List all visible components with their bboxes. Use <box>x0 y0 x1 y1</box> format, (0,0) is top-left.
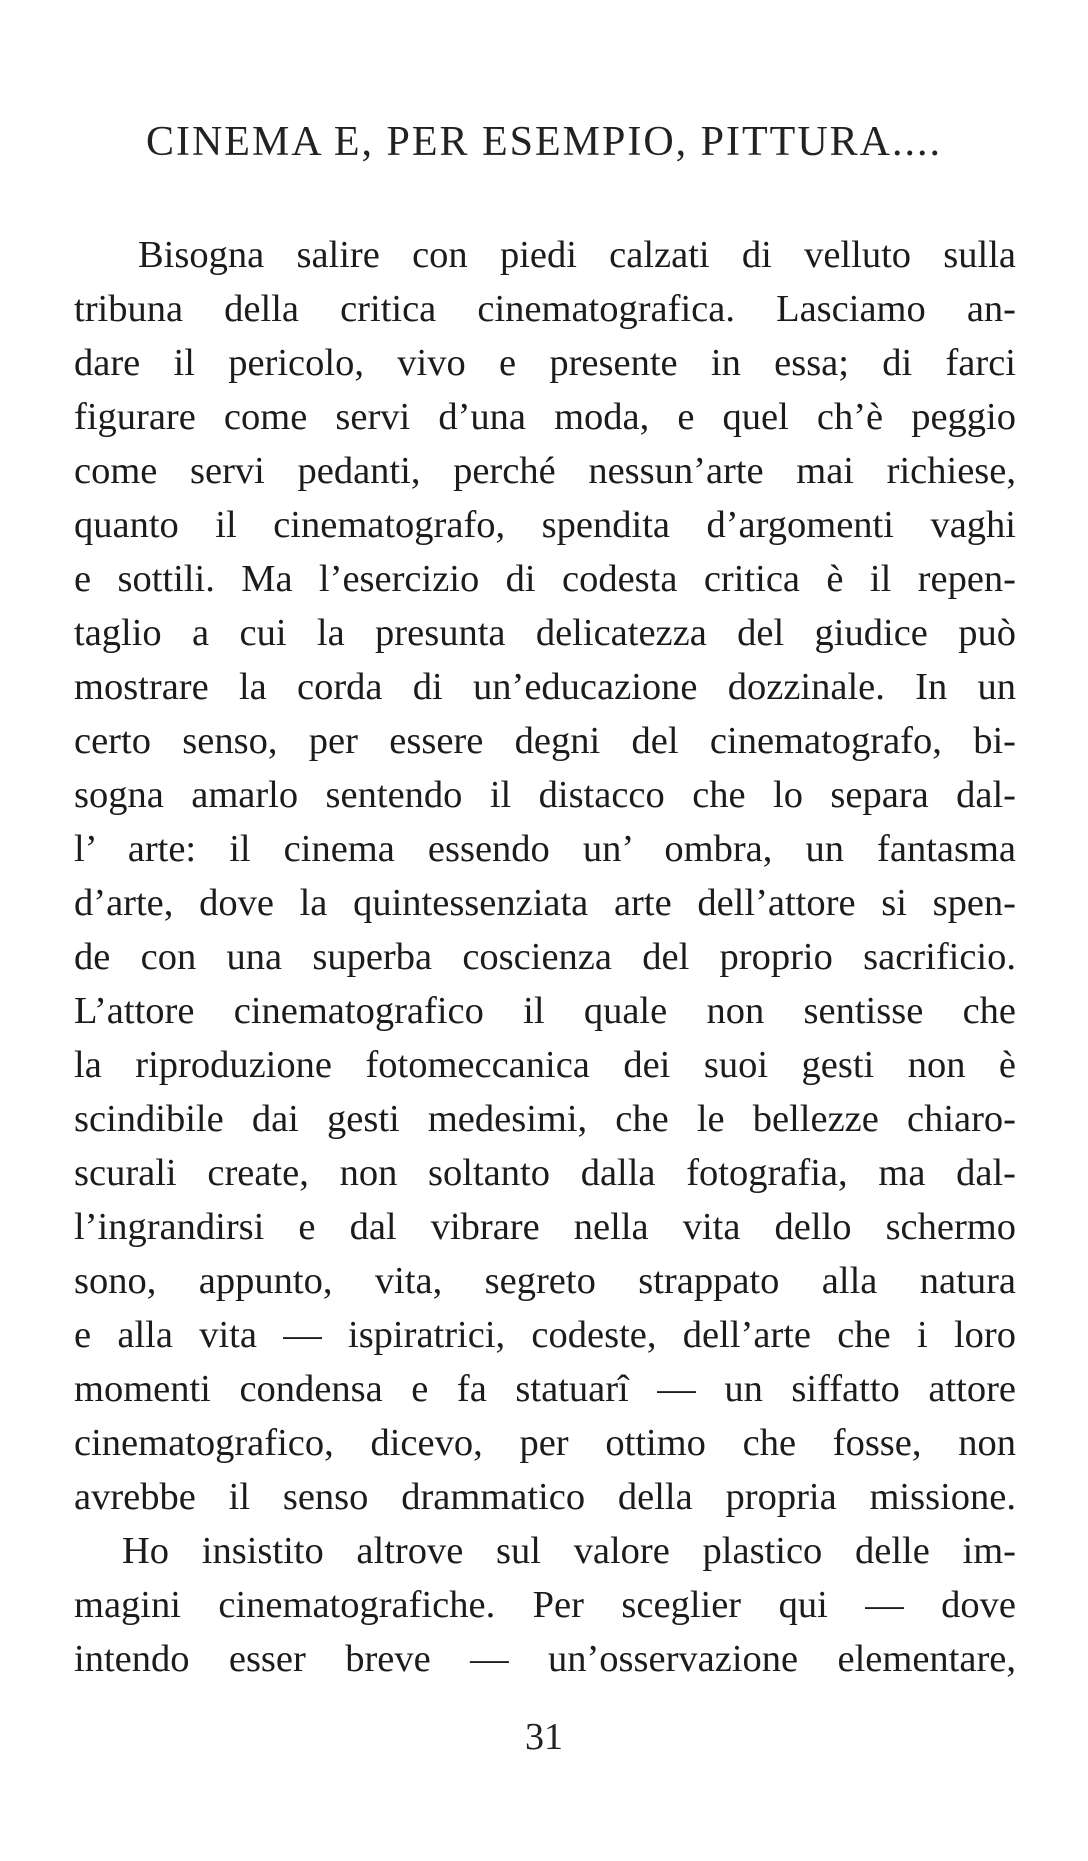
text-line: e alla vita — ispiratrici, codeste, dell’arte che i loro <box>74 1314 1016 1356</box>
text-line: intendo esser breve — un’osservazione elementare, <box>74 1638 1016 1680</box>
text-line: magini cinematografiche. Per sceglier qui — dove <box>74 1584 1016 1626</box>
text-line: scurali create, non soltanto dalla fotografia, ma dal- <box>74 1152 1016 1194</box>
text-line: avrebbe il senso drammatico della propria missione. <box>74 1476 1016 1518</box>
text-line: dare il pericolo, vivo e presente in essa; di farci <box>74 342 1016 384</box>
text-line: sono, appunto, vita, segreto strappato alla natura <box>74 1260 1016 1302</box>
text-line: e sottili. Ma l’esercizio di codesta critica è il repen- <box>74 558 1016 600</box>
text-line: L’attore cinematografico il quale non sentisse che <box>74 990 1016 1032</box>
text-line: d’arte, dove la quintessenziata arte dell’attore si spen- <box>74 882 1016 924</box>
text-line: certo senso, per essere degni del cinematografo, bi- <box>74 720 1016 762</box>
text-line: sogna amarlo sentendo il distacco che lo separa dal- <box>74 774 1016 816</box>
text-line: tribuna della critica cinematografica. Lasciamo an- <box>74 288 1016 330</box>
text-line: mostrare la corda di un’educazione dozzinale. In un <box>74 666 1016 708</box>
text-line: figurare come servi d’una moda, e quel ch’è peggio <box>74 396 1016 438</box>
text-line: la riproduzione fotomeccanica dei suoi gesti non è <box>74 1044 1016 1086</box>
text-line: scindibile dai gesti medesimi, che le bellezze chiaro- <box>74 1098 1016 1140</box>
chapter-title: CINEMA E, PER ESEMPIO, PITTURA.... <box>145 119 943 165</box>
text-line: Ho insistito altrove sul valore plastico delle im- <box>122 1530 1016 1572</box>
text-line: momenti condensa e fa statuarî — un siffatto attore <box>74 1368 1016 1410</box>
text-line: l’ arte: il cinema essendo un’ ombra, un fantasma <box>74 828 1016 870</box>
text-line: cinematografico, dicevo, per ottimo che fosse, non <box>74 1422 1016 1464</box>
text-line: taglio a cui la presunta delicatezza del giudice può <box>74 612 1016 654</box>
text-line: l’ingrandirsi e dal vibrare nella vita dello schermo <box>74 1206 1016 1248</box>
text-line: Bisogna salire con piedi calzati di velluto sulla <box>138 234 1016 276</box>
text-line: come servi pedanti, perché nessun’arte mai richiese, <box>74 450 1016 492</box>
text-line: quanto il cinematografo, spendita d’argomenti vaghi <box>74 504 1016 546</box>
text-line: de con una superba coscienza del proprio sacrificio. <box>74 936 1016 978</box>
page-number: 31 <box>525 1716 563 1758</box>
